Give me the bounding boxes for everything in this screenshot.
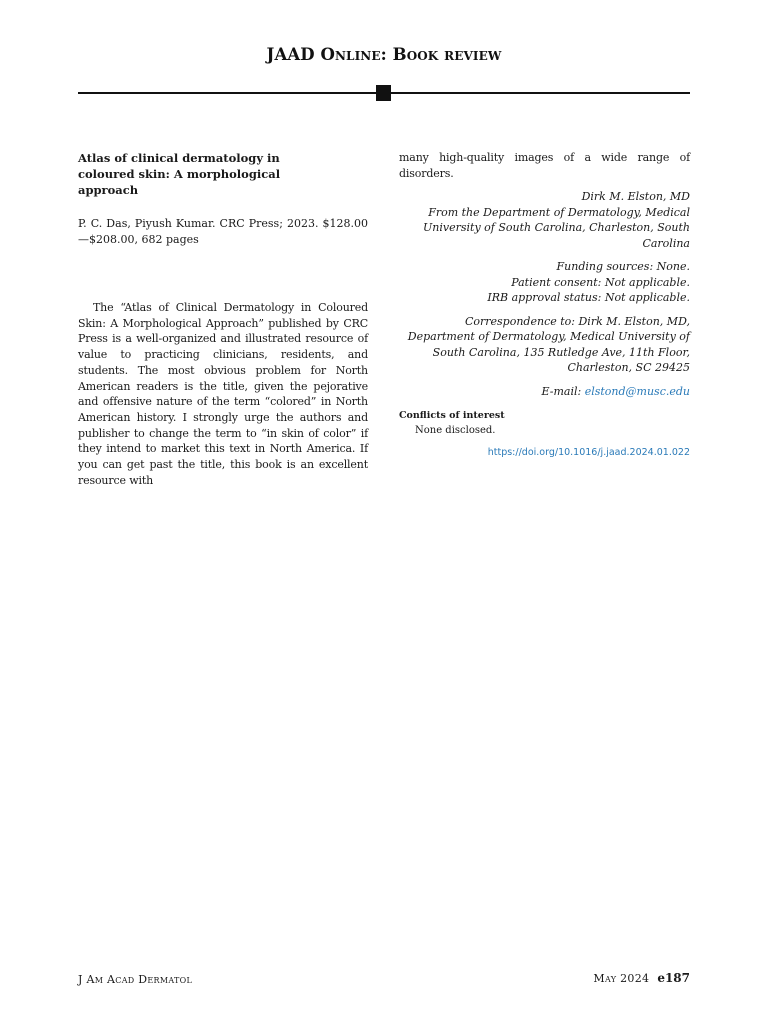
patient-consent: Patient consent: Not applicable. xyxy=(511,275,690,289)
left-column xyxy=(78,150,368,499)
header-square-marker xyxy=(376,85,391,101)
footer-date: May 2024 xyxy=(593,972,650,985)
email-link[interactable]: elstond@musc.edu xyxy=(584,384,690,398)
irb-status: IRB approval status: Not applicable. xyxy=(487,291,690,305)
conflicts-heading: Conflicts of interest xyxy=(399,410,505,422)
conflicts-text: None disclosed. xyxy=(415,425,496,437)
funding-sources: Funding sources: None. xyxy=(556,260,690,274)
author-name: Dirk M. Elston, MD xyxy=(581,190,690,204)
review-paragraph: The “Atlas of Clinical Dermatology in Coloured Skin: A Morphological Approach” published by CRC Press is a well-organized and illustrated resource of value to practicing clinicians, residents, and students. The most obvious problem for North American readers is the title, given the pejorative and offensive nature of the term “colored” in North American history. I strongly urge the authors and publisher to change the term to “in skin of color” if they intend to market this text in North America. If you can get past the title, this book is an excellent resource with xyxy=(78,301,368,487)
footer-page-number: e187 xyxy=(657,971,690,985)
running-header: JAAD Online: Book review xyxy=(266,45,502,64)
email-label: E-mail: xyxy=(541,384,585,398)
book-meta: P. C. Das, Piyush Kumar. CRC Press; 2023. $128.00—$208.00, 682 pages xyxy=(78,217,368,246)
author-affiliation: From the Department of Dermatology, Medical University of South Carolina, Charleston, South Carolina xyxy=(423,205,690,250)
correspondence: Correspondence to: Dirk M. Elston, MD, Department of Dermatology, Medical University of South Carolina, 135 Rutledge Ave, 11th Floor, Charleston, SC 29425 xyxy=(407,314,690,375)
email-line xyxy=(399,384,690,400)
footer-right xyxy=(593,971,690,985)
book-title: Atlas of clinical dermatology in coloured skin: A morphological approach xyxy=(78,151,281,197)
footer-journal: J Am Acad Dermatol xyxy=(78,973,193,986)
right-column xyxy=(399,150,690,458)
review-paragraph-continued: many high-quality images of a wide range of disorders. xyxy=(399,151,690,180)
doi-link[interactable]: https://doi.org/10.1016/j.jaad.2024.01.022 xyxy=(487,447,690,459)
